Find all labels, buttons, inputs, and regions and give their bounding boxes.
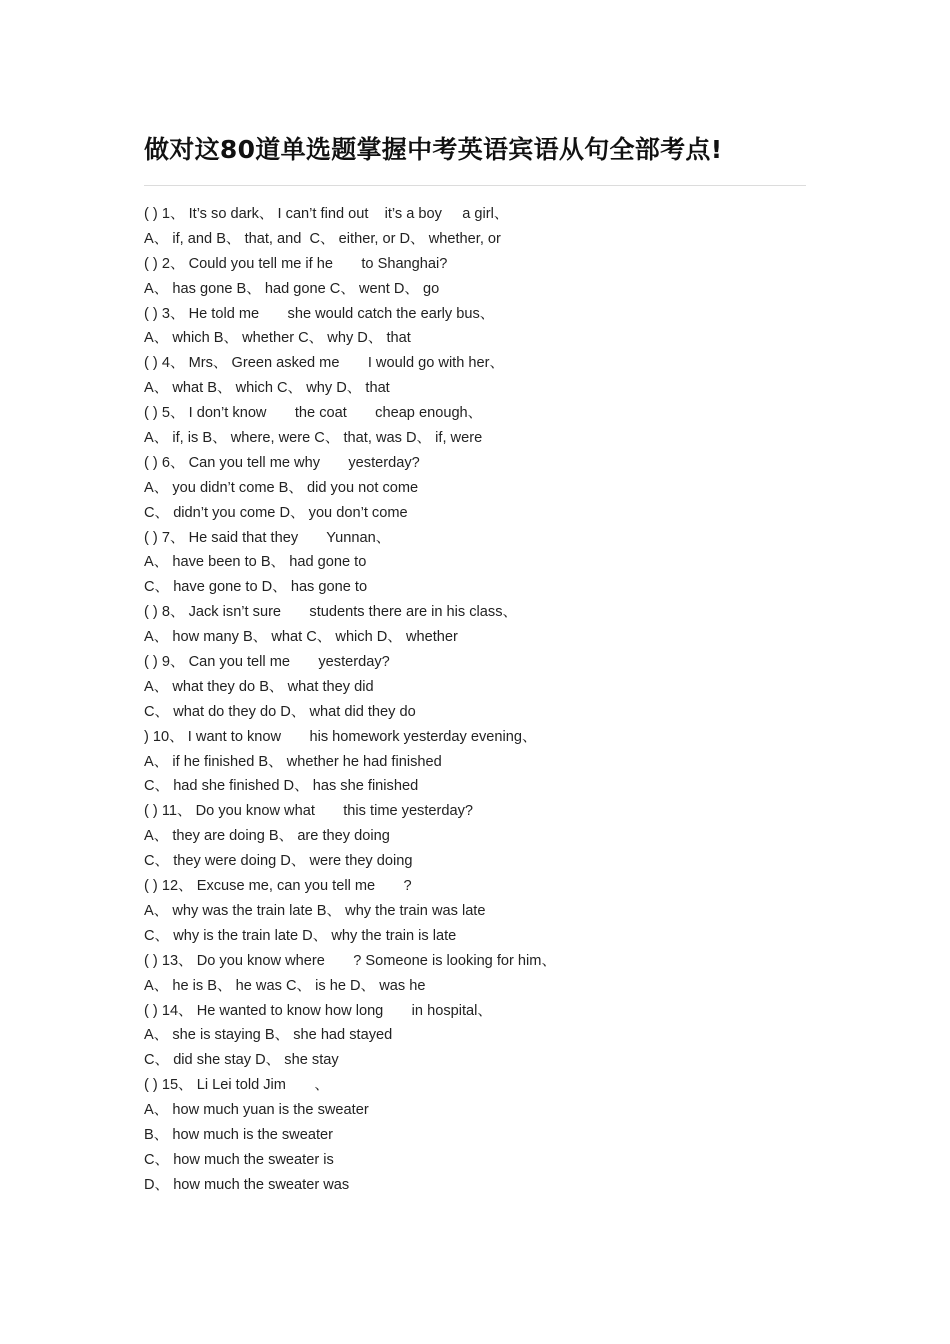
answer-options-line: A、 why was the train late B、 why the train was late (144, 902, 486, 919)
question-line: ( ) 2、 Could you tell me if he to Shanghai? (144, 255, 448, 272)
question-line: ( ) 7、 He said that they Yunnan、 (144, 529, 391, 546)
answer-options-line: C、 why is the train late D、 why the train is late (144, 927, 457, 944)
question-line: ( ) 13、 Do you know where ? Someone is looking for him、 (144, 952, 557, 969)
answer-options-line: C、 they were doing D、 were they doing (144, 853, 413, 870)
answer-options-line: C、 how much the sweater is (144, 1151, 334, 1168)
answer-options-line: A、 how many B、 what C、 which D、 whether (144, 629, 458, 646)
document-title: 做对这80道单选题掌握中考英语宾语从句全部考点! (144, 135, 723, 164)
answer-options-line: A、 you didn’t come B、 did you not come (144, 479, 419, 496)
question-line: ( ) 12、 Excuse me, can you tell me ? (144, 878, 412, 895)
answer-options-line: A、 he is B、 he was C、 is he D、 was he (144, 977, 426, 994)
question-line: ( ) 4、 Mrs、 Green asked me I would go with her、 (144, 355, 505, 372)
answer-options-line: A、 have been to B、 had gone to (144, 554, 367, 571)
answer-options-line: A、 has gone B、 had gone C、 went D、 go (144, 280, 440, 297)
question-line: ( ) 3、 He told me she would catch the early bus、 (144, 305, 495, 322)
answer-options-line: A、 what B、 which C、 why D、 that (144, 380, 390, 397)
question-list (144, 202, 806, 1198)
question-line: ( ) 15、 Li Lei told Jim 、 (144, 1077, 329, 1094)
answer-options-line: A、 what they do B、 what they did (144, 678, 374, 695)
answer-options-line: C、 had she finished D、 has she finished (144, 778, 419, 795)
answer-options-line: C、 didn’t you come D、 you don’t come (144, 504, 408, 521)
answer-options-line: C、 did she stay D、 she stay (144, 1052, 339, 1069)
question-line: ) 10、 I want to know his homework yesterday evening、 (144, 728, 537, 745)
answer-options-line: C、 have gone to D、 has gone to (144, 579, 368, 596)
question-line: ( ) 1、 It’s so dark、 I can’t find out it’s a boy a girl、 (144, 206, 509, 222)
question-line: ( ) 5、 I don’t know the coat cheap enough、 (144, 405, 483, 422)
answer-options-line: D、 how much the sweater was (144, 1176, 350, 1193)
answer-options-line: A、 if, and B、 that, and C、 either, or D、 whether, or (144, 230, 501, 247)
answer-options-line: A、 which B、 whether C、 why D、 that (144, 330, 411, 347)
answer-options-line: A、 they are doing B、 are they doing (144, 828, 390, 845)
question-line: ( ) 11、 Do you know what this time yesterday? (144, 803, 474, 820)
question-line: ( ) 6、 Can you tell me why yesterday? (144, 454, 420, 471)
answer-options-line: A、 if he finished B、 whether he had finished (144, 753, 442, 770)
answer-options-line: B、 how much is the sweater (144, 1126, 333, 1143)
question-line: ( ) 8、 Jack isn’t sure students there are in his class、 (144, 604, 518, 621)
question-line: ( ) 9、 Can you tell me yesterday? (144, 654, 390, 671)
question-line: ( ) 14、 He wanted to know how long in hospital、 (144, 1002, 492, 1019)
answer-options-line: C、 what do they do D、 what did they do (144, 703, 416, 720)
title-divider (144, 185, 806, 186)
answer-options-line: A、 how much yuan is the sweater (144, 1102, 369, 1119)
answer-options-line: A、 she is staying B、 she had stayed (144, 1027, 393, 1044)
answer-options-line: A、 if, is B、 where, were C、 that, was D、 if, were (144, 430, 483, 447)
